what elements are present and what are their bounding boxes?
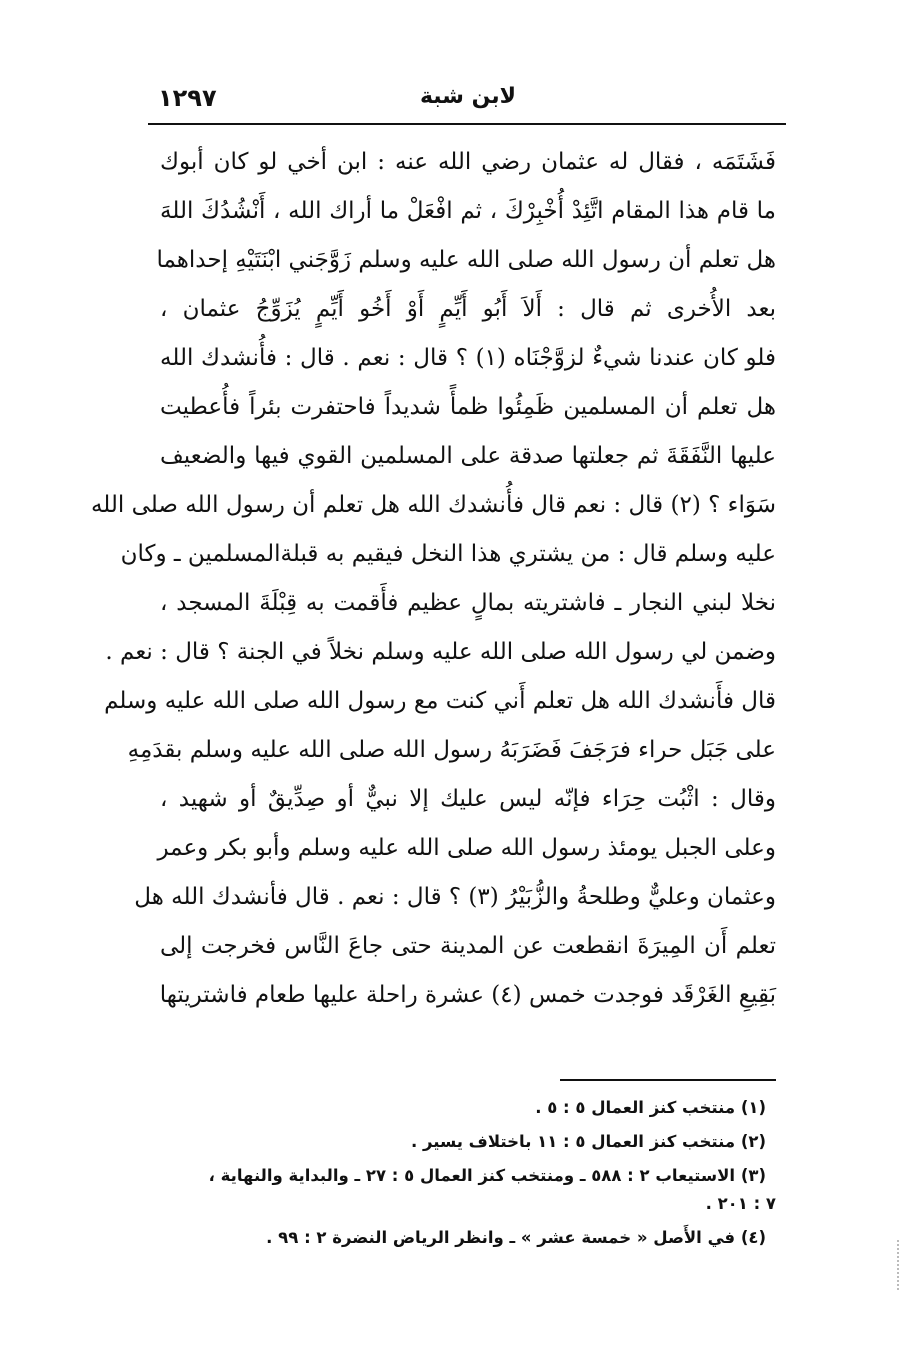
footnote: (٢) منتخب كنز العمال ٥ : ١١ باختلاف يسير . xyxy=(410,1132,766,1151)
text-line: ما قام هذا المقام اتَّئِدْ أُخْبِرْكَ ، ثم افْعَلْ ما أراك الله ، أَنْشُدُكَ اللهَ xyxy=(160,198,776,224)
footnote: (١) منتخب كنز العمال ٥ : ٥ . xyxy=(535,1098,766,1117)
text-line: بعد الأُخرى ثم قال : أَلاَ أَبُو أَيِّمٍ أَوْ أَخُو أَيِّمٍ يُزَوِّجُ عثمان ، xyxy=(160,296,776,322)
page-number: ١٢٩٧ xyxy=(158,84,217,112)
text-line: هل تعلم أن رسول الله صلى الله عليه وسلم زَوَّجَني ابْنَتَيْهِ إحداهما xyxy=(156,247,776,273)
footnote: (٣) الاستيعاب ٢ : ٥٨٨ ـ ومنتخب كنز العمال ٥ : ٢٧ ـ والبداية والنهاية ، xyxy=(208,1166,766,1185)
text-line: بَقِيعِ الغَرْقَد فوجدت خمس (٤) عشرة راحلة عليها طعام فاشتريتها xyxy=(159,982,776,1008)
body-text xyxy=(90,138,776,1020)
text-line: هل تعلم أن المسلمين ظَمِئُوا ظمأً شديداً فاحتفرت بئراً فأُعطيت xyxy=(160,394,776,420)
scan-edge-mark xyxy=(897,1240,909,1290)
footnote-continuation: ٧ : ٢٠١ . xyxy=(705,1194,776,1213)
text-line: نخلا لبني النجار ـ فاشتريته بمالٍ عظيم فأَقمت به قِبْلَةَ المسجد ، xyxy=(160,590,776,616)
text-line: فلو كان عندنا شيءٌ لزوَّجْنَاه (١) ؟ قال : نعم . قال : فأُنشدك الله xyxy=(160,345,776,371)
running-head: لابن شبة xyxy=(419,84,517,109)
text-line: تعلم أَن المِيرَةَ انقطعت عن المدينة حتى جاعَ النَّاس فخرجت إلى xyxy=(160,933,776,959)
text-line: سَوَاء ؟ (٢) قال : نعم قال فأُنشدك الله هل تعلم أن رسول الله صلى الله xyxy=(90,492,776,518)
footnote-rule xyxy=(560,1079,776,1081)
text-line: وضمن لي رسول الله صلى الله عليه وسلم نخلاً في الجنة ؟ قال : نعم . xyxy=(105,639,776,665)
text-line: عليه وسلم قال : من يشتري هذا النخل فيقيم به قبلةالمسلمين ـ وكان xyxy=(120,541,776,567)
footnote: (٤) في الأَصل « خمسة عشر » ـ وانظر الرياض النضرة ٢ : ٩٩ . xyxy=(266,1228,766,1247)
text-line: على جَبَل حراء فرَجَفَ فَضَرَبَهُ رسول الله صلى الله عليه وسلم بقدَمِهِ xyxy=(127,737,776,763)
text-line: عليها النَّفَقَةَ ثم جعلتها صدقة على المسلمين القوي فيها والضعيف xyxy=(160,443,776,469)
text-line: وقال : اثْبُت حِرَاء فإنّه ليس عليك إلا نبيٌّ أو صِدِّيقٌ أو شهيد ، xyxy=(160,786,776,812)
text-line: وعلى الجبل يومئذ رسول الله صلى الله عليه وسلم وأبو بكر وعمر xyxy=(157,835,776,861)
text-line: وعثمان وعليٌّ وطلحةُ والزُّبَيْرُ (٣) ؟ قال : نعم . قال فأنشدك الله هل xyxy=(134,884,776,910)
header-rule xyxy=(148,123,786,125)
footnotes xyxy=(150,1094,776,1252)
text-line: قال فأَنشدك الله هل تعلم أَني كنت مع رسول الله صلى الله عليه وسلم xyxy=(104,688,776,714)
text-line: فَشَتَمَه ، فقال له عثمان رضي الله عنه : ابن أخي لو كان أبوك xyxy=(160,149,776,175)
page-header xyxy=(150,84,786,120)
